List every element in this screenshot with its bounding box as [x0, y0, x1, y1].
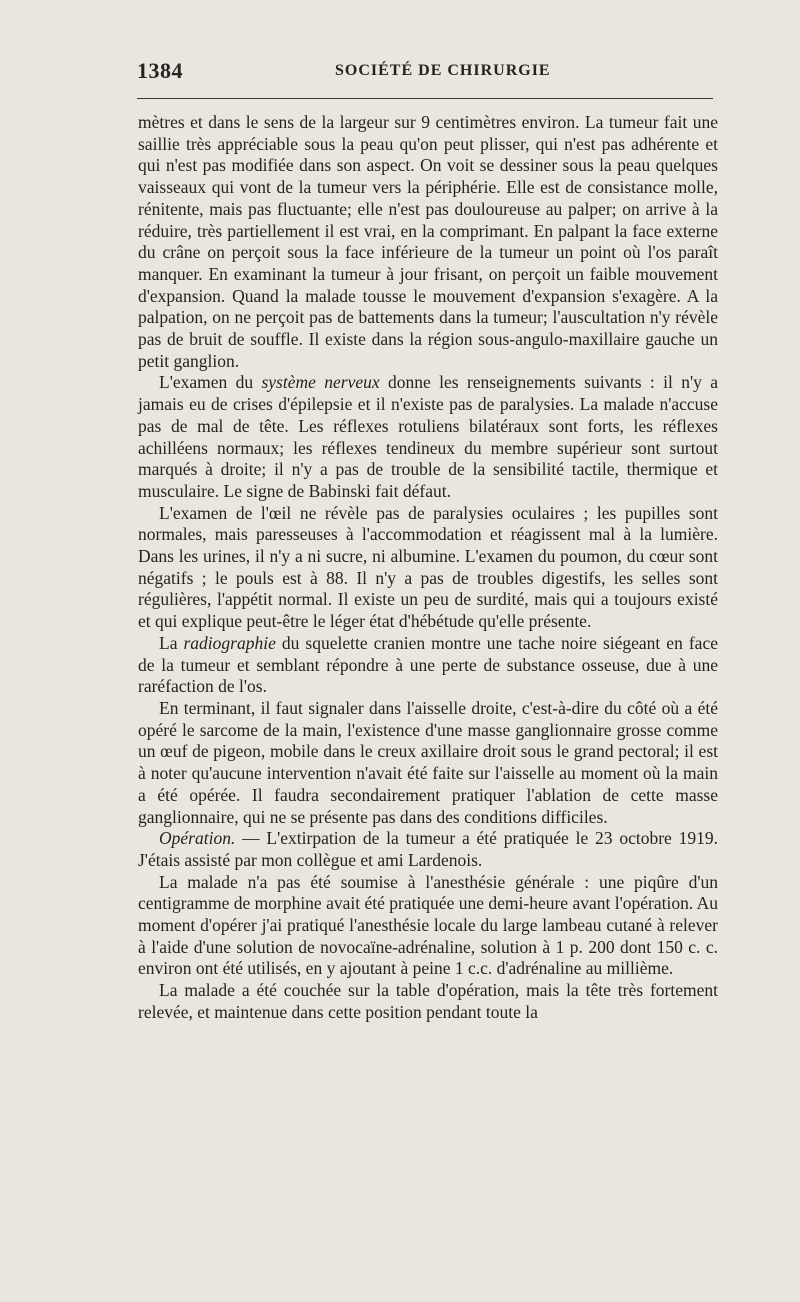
body-text [138, 112, 718, 1024]
paragraph-4: La radiographie du squelette cranien montre une tache noire siégeant en face de la tumeur et semblant répondre à une perte de substance osseuse, due à une raréfaction de l'os. [138, 632, 718, 697]
paragraph-7: La malade n'a pas été soumise à l'anesthésie générale : une piqûre d'un centigramme de morphine avait été pratiquée une demi-heure avant l'opération. Au moment d'opérer j'ai pratiqué l'anesthésie locale du large lambeau cutané à relever à l'aide d'une solution de novocaïne-adrénaline, solution à 1 p. 200 dont 150 c. c. environ ont été utilisés, en y ajoutant à peine 1 c.c. d'adrénaline au millième. [138, 871, 718, 979]
paragraph-6: Opération. — L'extirpation de la tumeur a été pratiquée le 23 octobre 1919. J'étais assisté par mon collègue et ami Lardenois. [138, 828, 718, 870]
page-number: 1384 [137, 58, 183, 83]
paragraph-2: L'examen du système nerveux donne les renseignements suivants : il n'y a jamais eu de crises d'épilepsie et il n'existe pas de paralysies. La malade n'accuse pas de mal de tête. Les réflexes rotuliens bilatéraux sont forts, les réflexes achilléens normaux; les réflexes tendineux du membre supérieur sont surtout marqués à droite; il n'y a pas de trouble de la sensibilité tactile, thermique et musculaire. Le signe de Babinski fait défaut. [138, 372, 718, 501]
running-head: SOCIÉTÉ DE CHIRURGIE [335, 62, 551, 79]
page-header [137, 54, 717, 90]
paragraph-1: mètres et dans le sens de la largeur sur 9 centimètres environ. La tumeur fait une saillie très appréciable sous la peau qu'on peut plisser, qui n'est pas adhérente et qui n'est pas modifiée dans son aspect. On voit se dessiner sous la peau quelques vaisseaux qui vont de la tumeur vers la périphérie. Elle est de consistance molle, rénitente, mais pas fluctuante; elle n'est pas douloureuse au palper; on arrive à la réduire, très partiellement il est vrai, en la comprimant. En palpant la face externe du crâne on perçoit sous la face inférieure de la tumeur un point où l'os paraît manquer. En examinant la tumeur à jour frisant, on perçoit un faible mouvement d'expansion. Quand la malade tousse le mouvement d'expansion s'exagère. A la palpation, on ne perçoit pas de battements dans la tumeur; l'auscultation n'y révèle pas de bruit de souffle. Il existe dans la région sous-angulo-maxillaire gauche un petit ganglion. [138, 112, 718, 371]
header-rule [137, 98, 713, 99]
paragraph-5: En terminant, il faut signaler dans l'aisselle droite, c'est-à-dire du côté où a été opéré le sarcome de la main, l'existence d'une masse ganglionnaire grosse comme un œuf de pigeon, mobile dans le creux axillaire droit sous le grand pectoral; il est à noter qu'aucune intervention n'avait été faite sur l'aisselle au moment où la main a été opérée. Il faudra secondairement pratiquer l'ablation de cette masse ganglionnaire, qui ne se présente pas dans des conditions difficiles. [138, 697, 718, 827]
paragraph-3: L'examen de l'œil ne révèle pas de paralysies oculaires ; les pupilles sont normales, mais paresseuses à l'accommodation et réagissent mal à la lumière. Dans les urines, il n'y a ni sucre, ni albumine. L'examen du poumon, du cœur sont négatifs ; le pouls est à 88. Il n'y a pas de troubles digestifs, les selles sont régulières, l'appétit normal. Il existe un peu de surdité, mais qui a toujours existé et qui explique peut-être le léger état d'hébétude qu'elle présente. [138, 502, 718, 632]
paragraph-8: La malade a été couchée sur la table d'opération, mais la tête très fortement relevée, et maintenue dans cette position pendant toute la [138, 980, 718, 1022]
